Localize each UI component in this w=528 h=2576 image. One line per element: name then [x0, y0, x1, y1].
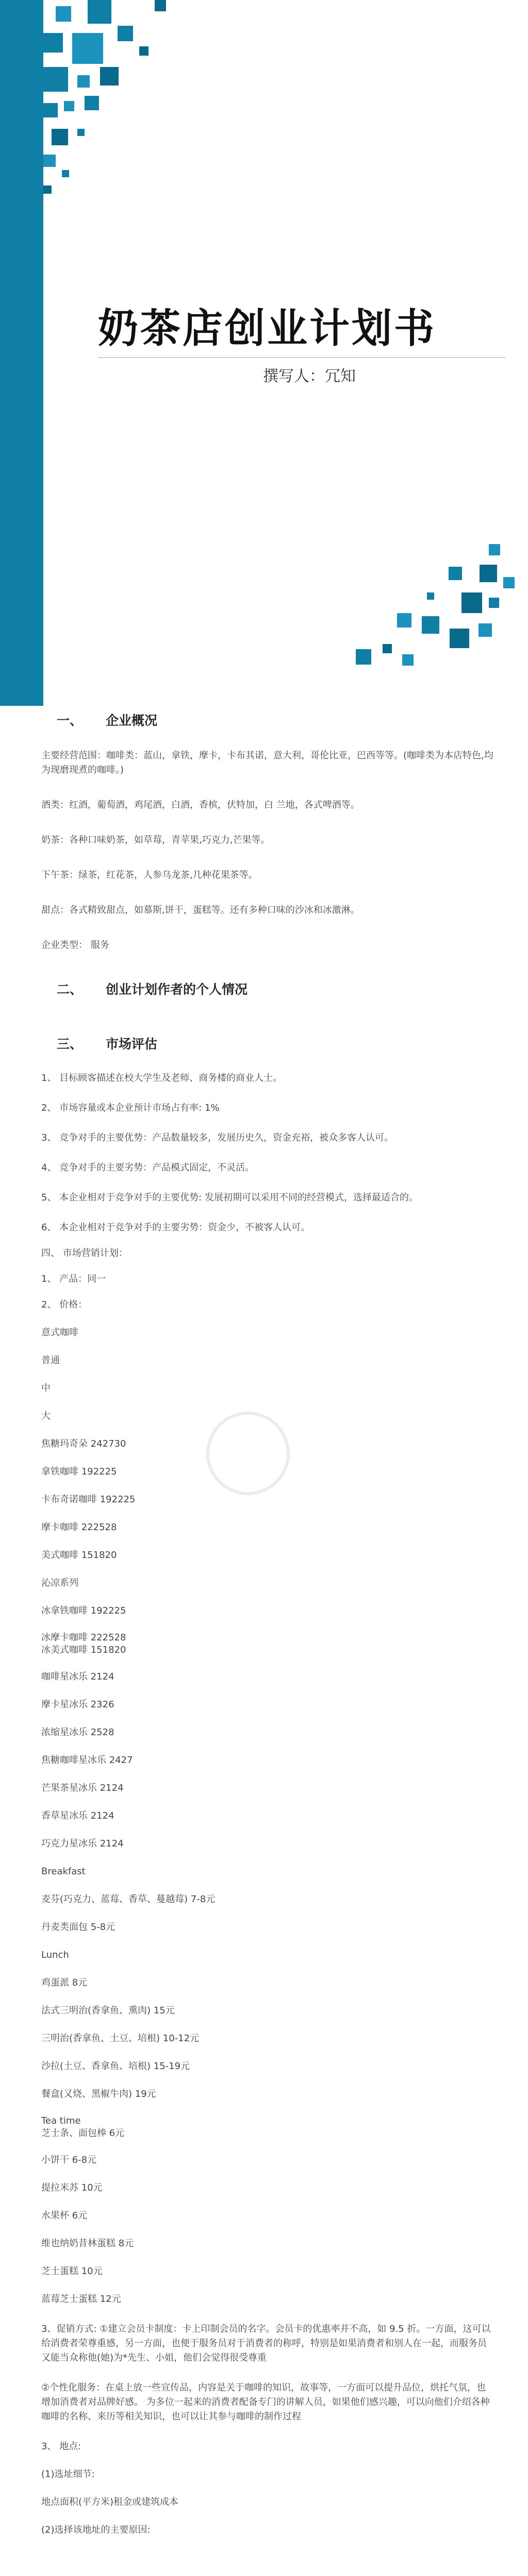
- title-divider: [98, 357, 505, 358]
- price-list-item: 沙拉(土豆、香拿鱼、培根) 15-19元: [41, 2061, 190, 2072]
- location-reason-heading: (2)选择该地址的主要原因:: [41, 2524, 151, 2535]
- price-list-item: 巧克力星冰乐 2124: [41, 1838, 124, 1849]
- price-list-item: 焦糖咖啡星冰乐 2427: [41, 1755, 133, 1766]
- cover-title-block: [98, 296, 510, 385]
- price-list-item: 维也纳奶昔林蛋糕 8元: [41, 2238, 134, 2249]
- price-list-item: Breakfast: [41, 1866, 86, 1877]
- document-title: 奶茶店创业计划书: [98, 305, 437, 352]
- overview-wine: 酒类：红酒，葡萄酒，鸡尾酒，白酒，香槟，伏特加，白 兰地，各式啤酒等。: [41, 800, 360, 810]
- price-list-item: Lunch: [41, 1950, 69, 1960]
- price-list-item: 提拉米苏 10元: [41, 2182, 103, 2193]
- overview-business-type: 企业类型： 服务: [41, 940, 109, 951]
- price-list-item: 水果杯 6元: [41, 2210, 88, 2221]
- price-list-item: 摩卡星冰乐 2326: [41, 1699, 114, 1710]
- market-competitor-strength: 3、 竞争对手的主要优势：产品数量较多，发展历史久，资金充裕，被众多客人认可。: [41, 1132, 394, 1143]
- section-heading-market: 三、 市场评估: [57, 1037, 158, 1052]
- location-details-heading: (1)选址细节:: [41, 2469, 95, 2480]
- price-list-item: 法式三明治(香拿鱼、熏肉) 15元: [41, 2005, 175, 2016]
- price-list-item: 鸡蛋派 8元: [41, 1977, 88, 1988]
- promotion-membership: 3、促销方式: ①建立会员卡制度：卡上印制会员的名字。会员卡的优惠率并不高，如 9.5 折。一方面，这可以给消费者荣尊重感，另一方面，也便于服务员对于消费者的称呼，特别是如果消费者和别人在一起，而服务员又能当众称他(她)为*先生、小姐，他们会觉得很受尊重: [41, 2324, 491, 2363]
- overview-milk-tea: 奶茶：各种口味奶茶，如草莓，青苹果,巧克力,芒果等。: [41, 835, 270, 845]
- overview-afternoon-tea: 下午茶：绿茶，红花茶，人参乌龙茶,几种花果茶等。: [41, 870, 258, 880]
- price-list-item: 意式咖啡: [41, 1327, 78, 1338]
- market-our-strength: 5、 本企业相对于竞争对手的主要优势: 发展初期可以采用不同的经营模式，选择最适合的。: [41, 1192, 418, 1203]
- price-list-item: 餐盒(又烧、黑椒牛肉) 19元: [41, 2089, 156, 2099]
- price-list-item: 大: [41, 1411, 51, 1421]
- cover-page: [0, 0, 528, 706]
- price-list-item: 卡布奇诺咖啡 192225: [41, 1494, 136, 1505]
- price-list-item: 沁凉系列: [41, 1578, 78, 1588]
- location-area-rent: 地点面积(平方米)租金或建筑成本: [41, 2497, 179, 2507]
- location-heading: 3、 地点:: [41, 2441, 81, 2452]
- price-list-item: 冰拿铁咖啡 192225: [41, 1605, 126, 1616]
- price-list-item: 冰摩卡咖啡 222528: [41, 1632, 126, 1643]
- market-our-weakness: 6、 本企业相对于竞争对手的主要劣势：资金少，不被客人认可。: [41, 1222, 310, 1233]
- price-list-item: 咖啡星冰乐 2124: [41, 1671, 114, 1682]
- market-share: 2、 市场容量或本企业预计市场占有率: 1%: [41, 1103, 220, 1113]
- marketing-plan-heading: 四、 市场营销计划：: [41, 1248, 128, 1259]
- price-list-item: 芒果茶星冰乐 2124: [41, 1783, 124, 1793]
- author-line: 撰写人：冗知: [263, 367, 356, 385]
- price-list-item: 芝士条、面包棒 6元: [41, 2128, 125, 2139]
- section-heading-author: 二、 创业计划作者的个人情况: [57, 982, 248, 997]
- cover-vertical-bar: [0, 0, 43, 706]
- price-list-item: 美式咖啡 151820: [41, 1550, 117, 1561]
- price-list-item: 蓝莓芝士蛋糕 12元: [41, 2294, 121, 2304]
- price-list-item: 小饼干 6-8元: [41, 2155, 97, 2165]
- price-list-item: Tea time: [41, 2115, 81, 2126]
- price-list-item: 芝士蛋糕 10元: [41, 2266, 103, 2277]
- price-list-item: 冰美式咖啡 151820: [41, 1645, 126, 1655]
- price-list-item: 三明治(香拿鱼、土豆、培根) 10-12元: [41, 2033, 200, 2044]
- price-list-item: 丹麦类面包 5-8元: [41, 1922, 116, 1933]
- price-list-item: 拿铁咖啡 192225: [41, 1466, 117, 1477]
- price-list-item: 普通: [41, 1355, 60, 1366]
- promotion-personalized-service: ②个性化服务：在桌上放一些宣传品，内容是关于咖啡的知识，故事等，一方面可以提升品位，烘托气氛，也增加消费者对品牌好感。 为多位一起来的消费者配备专门的讲解人员，如果他们感兴趣，可以向他们介绍各种咖啡的名称、来历等相关知识，也可以让其参与咖啡的制作过程: [41, 2382, 490, 2422]
- marketing-product: 1、 产品：同一: [41, 1274, 106, 1284]
- section-heading-overview: 一、 企业概况: [57, 713, 158, 728]
- price-list-item: 麦芬(巧克力、蓝莓、香草、蔓越莓) 7-8元: [41, 1894, 216, 1905]
- market-competitor-weakness: 4、 竞争对手的主要劣势：产品模式固定，不灵活。: [41, 1162, 255, 1173]
- marketing-price: 2、 价格：: [41, 1299, 88, 1310]
- document-body: [36, 714, 495, 2537]
- price-list-item: 中: [41, 1383, 51, 1394]
- overview-scope: 主要经营范围：咖啡类：蓝山，拿铁，摩卡，卡布其诺，意大利，哥伦比亚，巴西等等。(咖啡类为本店特色,均为现磨现煮的咖啡。): [41, 750, 493, 775]
- overview-dessert: 甜点：各式精致甜点，如慕斯,饼干，蛋糕等。还有多种口味的沙冰和冰激淋。: [41, 905, 360, 916]
- market-target: 1、 目标顾客描述在校大学生及老师、商务楼的商业人士。: [41, 1073, 283, 1083]
- price-list-item: 浓缩星冰乐 2528: [41, 1727, 114, 1738]
- price-list-item: 焦糖玛奇朵 242730: [41, 1438, 126, 1449]
- price-list-item: 香草星冰乐 2124: [41, 1810, 114, 1821]
- price-list-item: 摩卡咖啡 222528: [41, 1522, 117, 1533]
